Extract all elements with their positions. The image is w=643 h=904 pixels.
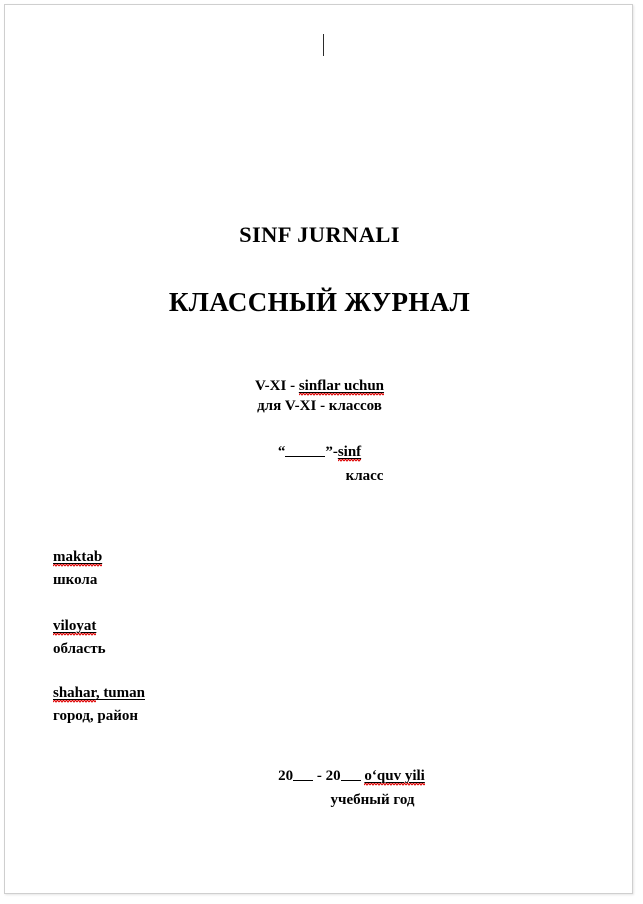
academic-year-separator: - <box>313 768 326 784</box>
class-label-russian: класс <box>345 468 384 484</box>
field-shahar-tuman-rule[interactable] <box>53 702 553 703</box>
grade-range-uzbek <box>5 379 634 394</box>
text-caret <box>323 34 324 56</box>
class-number-line <box>5 445 634 460</box>
quote-close: ” <box>325 444 333 460</box>
field-shahar-label-uz: shahar <box>53 685 96 701</box>
field-shahar-tuman-label <box>53 685 145 703</box>
field-viloyat-label-uz: viloyat <box>53 618 97 634</box>
class-suffix-dash: - <box>332 444 338 460</box>
grade-range-uzbek-term: sinflar uchun <box>298 378 385 394</box>
field-shahar-tuman-line[interactable] <box>53 684 553 704</box>
academic-year-term-uz: oʻquv yili <box>364 768 425 784</box>
field-maktab-rule[interactable] <box>53 566 553 567</box>
academic-year-prefix-1: 20 <box>278 768 294 784</box>
grade-range-uzbek-prefix: V-XI - <box>254 378 299 394</box>
field-maktab-note-ru: школа <box>53 572 98 588</box>
field-viloyat-rule[interactable] <box>53 635 553 636</box>
academic-year-blank-1[interactable] <box>293 780 313 781</box>
page-title-uzbek: SINF JURNALI <box>239 222 400 247</box>
academic-year-line <box>37 769 643 784</box>
academic-year-blank-2[interactable] <box>341 780 361 781</box>
field-viloyat[interactable] <box>53 617 553 658</box>
field-maktab-line[interactable] <box>53 548 553 568</box>
field-shahar-tuman[interactable] <box>53 684 553 725</box>
field-viloyat-line[interactable] <box>53 617 553 637</box>
field-tuman-label-uz: , tuman <box>95 685 145 701</box>
field-maktab[interactable] <box>53 548 553 589</box>
field-maktab-label-uz: maktab <box>53 549 103 565</box>
class-number-blank[interactable] <box>285 456 325 457</box>
field-viloyat-label <box>53 618 96 636</box>
academic-year-prefix-2: 20 <box>325 768 341 784</box>
grade-range-russian: для V-XI - классов <box>257 398 382 414</box>
field-shahar-tuman-note-ru: город, район <box>53 708 139 724</box>
class-term-uzbek: sinf <box>337 444 362 460</box>
quote-open: “ <box>277 444 286 460</box>
academic-year-label-ru: учебный год <box>330 792 415 808</box>
page-title-russian: КЛАССНЫЙ ЖУРНАЛ <box>168 287 471 317</box>
field-viloyat-note-ru: область <box>53 641 106 657</box>
document-page[interactable] <box>4 4 633 894</box>
field-maktab-label <box>53 549 102 567</box>
